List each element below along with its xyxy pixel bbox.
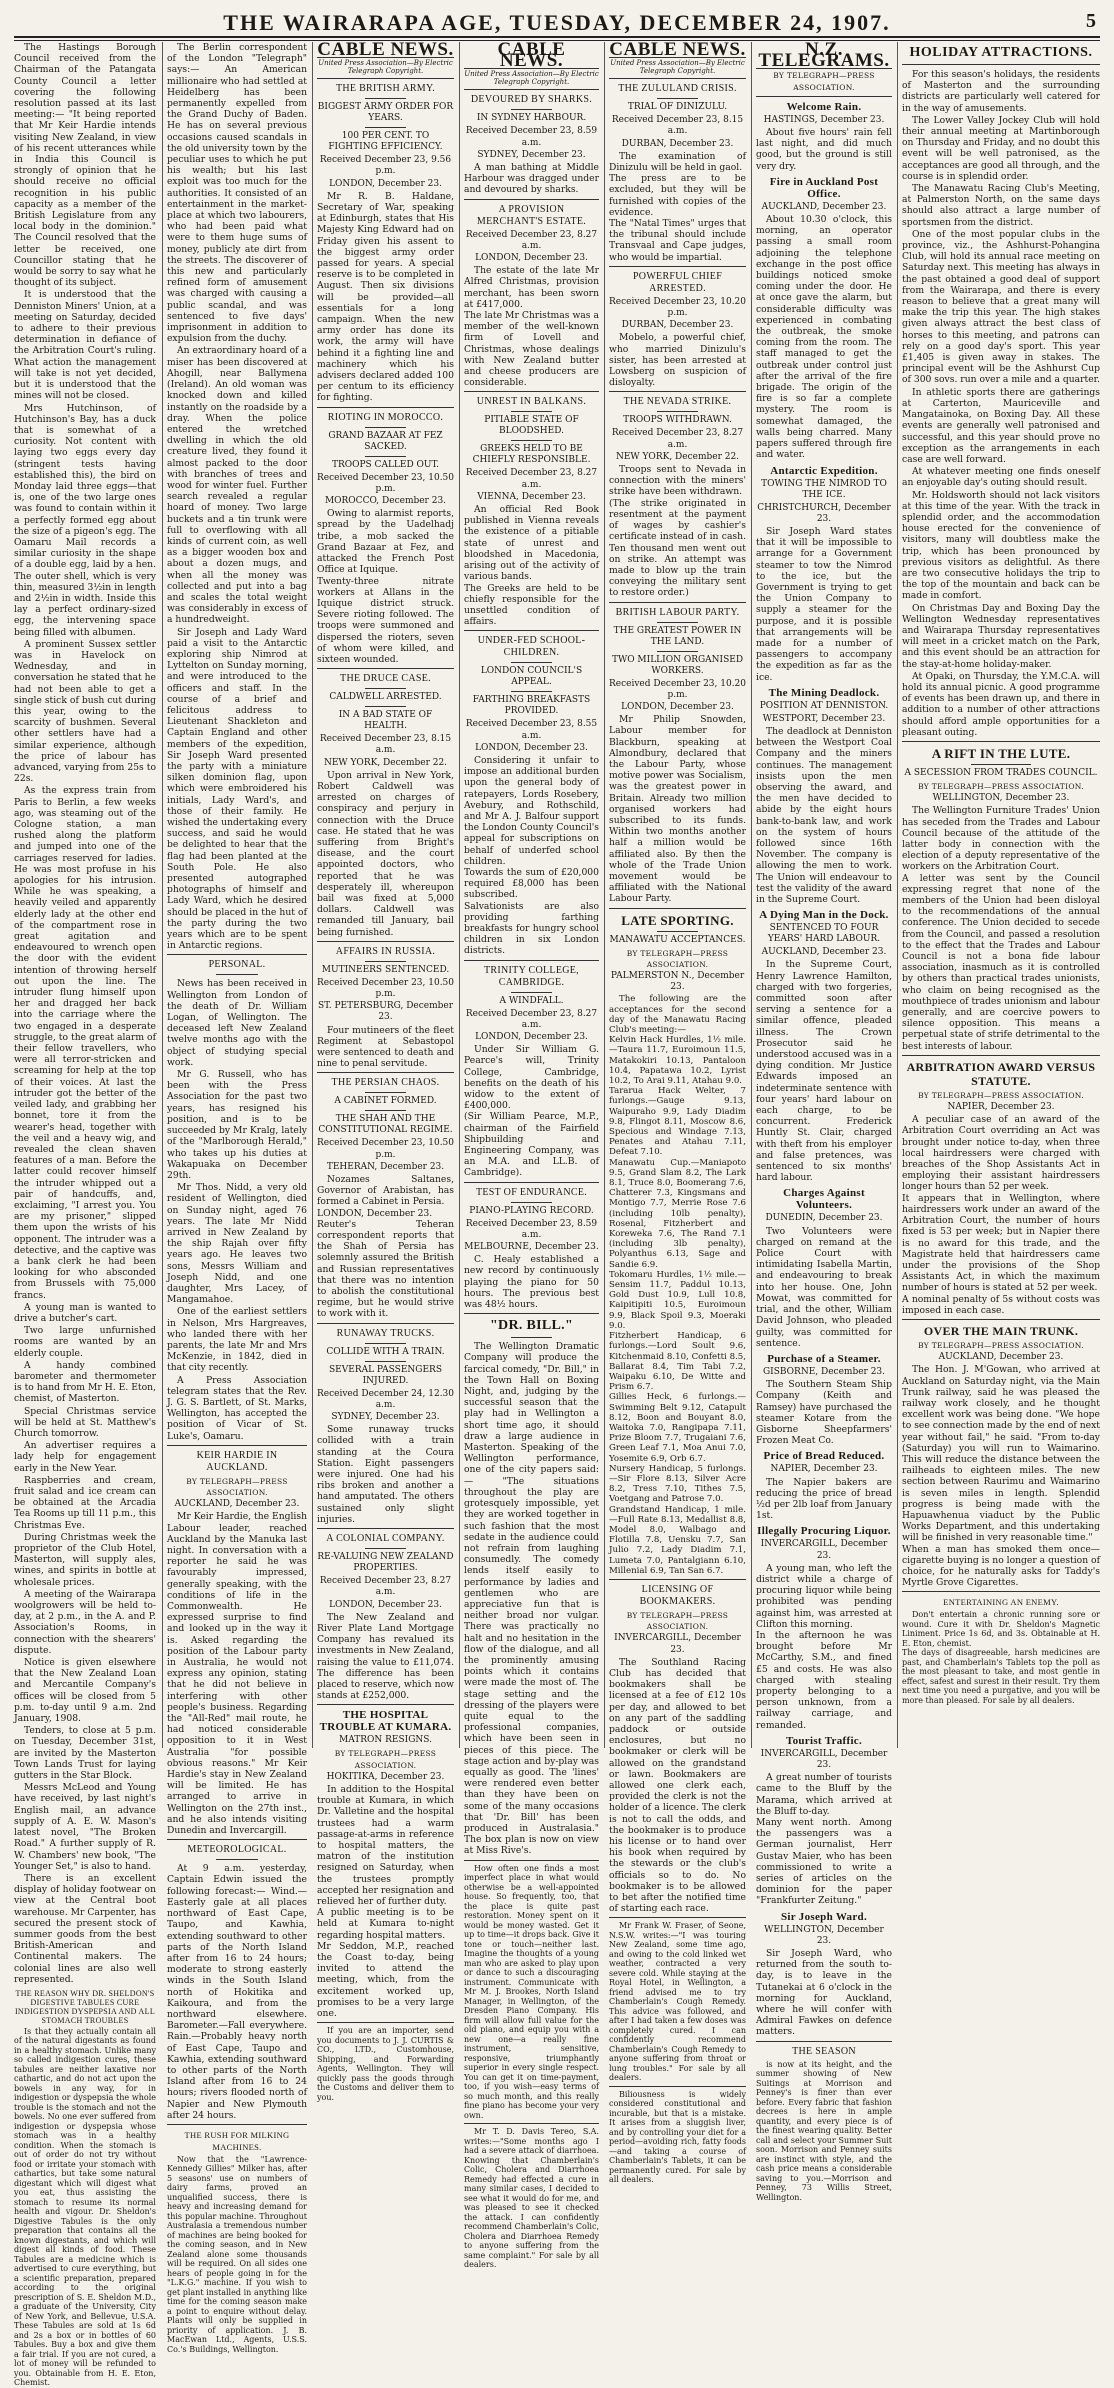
dateline: LONDON, December 23. [621,701,734,712]
dateline: WELLINGTON, December 23. [764,1924,884,1946]
received-line: Received December 23, 8.27 a.m. [611,428,744,450]
paragraph: An official Red Book published in Vienna reveals the existence of a pitiable state of unrest and bloodshed in Macedonia, arising out of the activity of various bands. The Greeks are held to be chiefly responsible for the unsettled condition of affairs. [464,504,599,628]
ad-body: is now at its height, and the summer showing of New Suitings at Morrison and Penney's is finer than ever before. Every fabric that fashion decrees is here in ample quantity, and every piece is of the finest wearing quality. Better call and select your Summer Suit soon. Morrison and Penney suits are instinct with style, and the cash price means a considerable saving to you.—Morrison and Penney, 73 Willis Street, Wellington. [756,2059,892,2202]
story-heading: ARBITRATION AWARD VERSUS STATUTE. [906,1059,1096,1088]
paragraph: Raspberries and cream, fruit salad and ice cream can be obtained at the Arcadia Tea Rooms up till 11 p.m., this Christmas Eve. [14,1474,156,1531]
paragraph: Notice is given elsewhere that the New Zealand Loan and Mercantile Company's offices will be closed from 5 p.m. to-day until 9 a.m. 2nd January, 1908. [14,1657,156,1725]
story-heading: LICENSING OF BOOKMAKERS. [639,1583,716,1607]
column-4 [464,39,599,2270]
paragraph: A man bathing at Middle Harbour was dragged under and devoured by sharks. [464,162,599,196]
story-heading: POWERFUL CHIEF ARRESTED. [632,270,723,294]
story-heading: Price of Bread Reduced. [763,1450,885,1463]
paragraph: Four mutineers of the fleet Regiment at Sebastopol were sentenced to death and nine to penal servitude. [317,1024,454,1070]
story-heading: UNDER-FED SCHOOL-CHILDREN. [477,635,586,659]
paragraph: Considering it unfair to impose an additional burden upon the general body of ratepayers, Lords Rosebery, Avebury, and Rothschild, and Mr A. J. Balfour support the London County Council's appeal for subscriptions on behalf of underfed school children. Towards the sum of £20,000 required £8,000 has been subscribed. Salvationists are also providing farthing breakfasts for hungry school children in six London districts. [464,754,599,957]
paragraph: A peculiar case of an award of the Arbitration Court overriding an Act was brought under notice to-day, when three local hairdressers were charged with breaches of the Shop Assistants Act in employing their assistant hairdressers longer hours than 52 per week. It appears that in Wellington, where hairdressers work under an award of the Arbitration Court, the number of hours fixed is 53 per week; but in Napier there is no award for this trade, and the Magistrate held that hairdressers came under the provisions of the Shop Assistants Act, in which the maximum number of hours is stated at 52 per week. A nominal penalty of 5s without costs was imposed in each case. [902,1114,1100,1316]
paragraph: Mr G. Russell, who has been with the Press Association for the past two years, has resigned his position, and is to be succeeded by Mr Kralg, lately of the "Marlborough Herald," who takes up his duties at Wakapuaka on December 29th. [167,1069,307,1181]
story-subheading: SEVERAL PASSENGERS INJURED. [329,1364,442,1386]
paragraph: Mr Philip Snowden, Labour member for Blackburn, speaking at Almondbury, declared that the Labour Party, whose motive power was Socialism, was the greatest power in Britain. Already two million organised workers had subscribed to its funds. Within two months another half a million would be affiliated also. By then the whole of the Trade Union movement would be affiliated with the National Labour Party. [609,714,746,905]
dateline: VIENNA, December 23. [477,491,586,502]
dateline: ST. PETERSBURG, December 23. [317,1001,454,1023]
dateline: DURBAN, December 23. [621,320,734,331]
story-subheading: MUTINEERS SENTENCED. [321,964,450,975]
holiday-heading: HOLIDAY ATTRACTIONS. [902,42,1100,65]
story-heading: Charges Against Volunteers. [783,1187,865,1212]
paragraph: About five hours' rain fell last night, and did much good, but the ground is still very dry. [756,127,892,172]
paragraph: C. Healy established a new record by continuously playing the piano for 50 hours. The previous best was 48½ hours. [464,1254,599,1311]
dateline: LONDON, December 23. [475,742,588,753]
paragraph: Nozames Saltanes, Governor of Arabistan, has formed a Cabinet in Persia. LONDON, December 23. Reuter's Teheran correspondent reports that the Shah of Persia has solemnly assured the British and Russian representatives that there was no intention to abolish the constitutional regime, but he would strive to work with it. [317,1174,454,1320]
section-heading: PERSONAL. [208,959,266,971]
masthead-title: THE WAIRARAPA AGE, TUESDAY, DECEMBER 24, 1907. [223,10,891,35]
paragraph: The deadlock at Denniston between the Westport Coal Company and the miners continues. The management insists upon the men observing the award, and the men have decided to abide by the eight hours bank-to-bank law, and work on the system of hours followed since 16th November. The company is allowing the men to work. The Union will endeavour to test the validity of the award in the Supreme Court. [756,725,892,905]
paragraph: Some runaway trucks collided with a train standing at the Coura Station. Eight passengers were injured. One had his ribs broken and another a hand amputated. The others sustained only slight injuries. [317,1424,454,1525]
story-subheading: POSITION AT DENNISTON. [759,700,889,711]
paragraph: For this season's holidays, the residents of Masterton and the surrounding districts are particularly well catered for in the way of amusements. [902,69,1100,114]
paragraph: One of the earliest settlers in Nelson, Mrs Hargreaves, who landed there with her parents, the late Mr and Mrs McKenzie, in 1842, died in that city recently. [167,1306,307,1374]
dateline: LONDON, December 23. [475,1031,588,1042]
story-subheading: THE SHAH AND THE CONSTITUTIONAL REGIME. [318,1114,453,1136]
story-subheading: CALDWELL ARRESTED. [329,692,442,703]
received-line: Received December 23, 8.55 a.m. [465,719,598,741]
story-subheading: 100 PER CENT. TO FIGHTING EFFICIENCY. [328,131,443,153]
story-subheading: LONDON COUNCIL'S APPEAL. [480,666,583,688]
received-line: Received December 23, 10.50 p.m. [317,1138,455,1160]
story-heading: A RIFT IN THE LUTE. [931,745,1071,761]
story-subheading: A WINDFALL. [499,995,564,1006]
story-subheading: MANAWATU ACCEPTANCES. [609,934,746,945]
paragraph: The Southland Racing Club has decided that bookmakers shall be licensed at a fee of £12 10s per day, and allowed to bet on any part of the saddling paddock or outside enclosures, but no bookmaker or clerk will be allowed on the grandstand or lawn. Bookmakers are allowed one clerk each, provided the clerk is not the holder of a licence. The clerk is not to call the odds, and the bookmaker is to produce his license or to hand over his book when required by the stewards or the club's officials so to do. No bookmaker is to be allowed to bet after the notified time of starting each race. [609,1656,746,1915]
paragraph: On Christmas Day and Boxing Day the Wellington Wednesday representatives and Wairarapa Thursday representatives will meet in a cricket match on the Park, and this event should be an attraction for the stay-at-home holiday-maker. [902,602,1100,670]
paragraph: The examination of Dinizulu will be held in gaol. The press are to be excluded, but they will be furnished with copies of the evidence. The "Natal Times" urges that the tribunal should include Transvaal and Cape judges, who would be impartial. [609,150,746,263]
story-heading: THE HOSPITAL TROUBLE AT KUMARA. [319,1709,452,1734]
received-line: Received December 23, 9.56 p.m. [319,155,452,177]
story-subheading: BIGGEST ARMY ORDER FOR YEARS. [317,102,454,124]
dateline: WESTPORT, December 23. [762,713,886,724]
story-subheading: IN A BAD STATE OF HEALTH. [338,710,433,732]
story-heading: RIOTING IN MOROCCO. [327,411,444,423]
dateline: PALMERSTON N., December 23. [610,970,745,993]
section-heading: METEOROLOGICAL. [187,1844,287,1856]
paragraph: The Lower Valley Jockey Club will hold their annual meeting at Martinborough on Thursday and Friday, and no doubt this event will be well patronised, as the acceptances are good all through, and the course is in splendid order. [902,114,1100,182]
dateline: AUCKLAND, December 23. [174,1499,300,1510]
story-subheading: A CABINET FORMED. [334,1096,437,1107]
story-subheading: FARTHING BREAKFASTS PROVIDED. [472,695,591,717]
ad-body: Mr Frank W. Fraser, of Seone, N.S.W. writes:—"I was touring New Zealand, some time ago, and owing to the cold linked wet weather, contracted a very severe cold. While staying at the Royal Hotel, in Wellington, a friend advised me to try Chamberlain's Cough Remedy. This advice was followed, and after I had taken a few doses was completely cured. I can confidently recommend Chamberlain's Cough Remedy to anyone suffering from throat or lung troubles." For sale by all dealers. [609,1921,746,2083]
story-subheading: PIANO-PLAYING RECORD. [469,1205,594,1216]
story-subheading: COLLIDE WITH A TRAIN. [326,1346,445,1357]
story-heading: "DR. BILL." [489,1318,574,1334]
dateline: NEW YORK, December 22. [615,451,740,462]
paragraph: At 9 a.m. yesterday, Captain Edwin issued the following forecast:— Wind.—Easterly gale at all places northward of East Cape, Taupo, and Kawhia, extending southward to other parts of the North Island after from 16 to 24 hours; moderate to strong easterly winds in the South Island north of Hokitika and Kaikoura, and from the northward elsewhere. Barometer.—Fall everywhere. Rain.—Probably heavy north of East Cape, Taupo and Kawhia, extending southward to other parts of the North Island after from 16 to 24 hours; rivers flooded north of Napier and New Plymouth after 24 hours. [167,1863,307,2121]
paragraph: The following are the acceptances for the second day of the Manawatu Racing Club's meeting:— Kelvin Hack Hurdles, 1½ mile.—Taura 11.7, Euroimoun 11.5, Matakokiri 10.13, Pantaloon 10.4, Papatawa 10.2, Lyrist 10.2, To Arai 9.11, Atahau 9.0. Tararua Hack Welter, 7 furlongs.—Gauge 9.13, Waipuraho 9.9, Lady Diadim 9.8, Flingot 8.11, Moscow 8.6, Specious and Windage 7.13, Penates and Atahau 7.11, Defeat 7.10. Manawatu Cup.—Maniapoto 9.5, Grand Slam 8.2, The Lark 8.1, Truce 8.0, Boomerang 7.6, Chatterer 7.3, Kingsmans and Montigo 7.7, Merrie Rose 7.6 (including 10lb penalty), Rosenal, Fitzherbert and Koreweka 7.6, The Rand 7.1 (including 3lb penalty), Polyanthus 6.13, Sage and Sandie 6.9. Tokomaru Hurdles, 1½ mile.—Sensim 11.7, Paddul 10.13, Gold Dust 10.9, Lull 10.8, Kaipitipiti 10.5, Euroimoun 9.9, Black Spoil 9.3, Moeraki 9.0. Fitzherbert Handicap, 6 furlongs.—Lord Soult 9.6, Kitchenmaid 8.10, Confetti 8.5, Ballarat 8.4, Tim Tabi 7.2, Waipaku 6.10, De Witte and Prism 6.7. Gillies Heck, 6 furlongs.—Swimming Belt 9.12, Catapult 8.12, Boon and Bouyant 8.0, Waitoka 7.0, Rangipapa 7.11, Prize Bloom 7.7, Trugaiani 7.6, Green Leaf 7.1, Moa Anui 7.0, Yosemite 6.9, Orb 6.7. Nursery Handicap, 5 furlongs.—Sir Flore 8.13, Silver Acre 8.2, Tress 7.10, Tithes 7.5, Voetgang and Patrose 7.0. Grandstand Handicap, 1 mile.—Full Rate 8.13, Medallist 8.8, Model 8.0, Walbago and Flotilla 7.8, Uensku 7.7, San Julio 7.2, Lady Diadim 7.1, Lumeta 7.0, Pantalgiann 6.10, Millenial 6.9, Tan San 6.7. [609,994,746,1576]
story-heading: Fire in Auckland Post Office. [769,175,879,200]
column-1 [14,42,156,2388]
dateline: INVERCARGILL, December 23. [760,1539,888,1561]
story-heading: Welcome Rain. [786,100,862,113]
story-heading: Illegally Procuring Liquor. [757,1525,891,1538]
dateline: MELBOURNE, December 23. [464,1242,599,1253]
dateline: TEHERAN, December 23. [326,1161,445,1172]
ad-body: Mr T. D. Davis Tereo, S.A. writes:—"Some months ago I had a severe attack of diarrhoea. Knowing that Chamberlain's Colic, Cholera and Diarrhoea Remedy had effected a cure in many similar cases, I decided to see what it would do for me, and was pleased to see it checked the attack. I can confidently recommend Chamberlain's Colic, Cholera and Diarrhoea Remedy to anyone suffering from the same complaint." For sale by all dealers. [464,2127,599,2270]
story-subheading: TRIAL OF DINIZULU. [627,102,728,113]
credit-line: BY TELEGRAPH—PRESS ASSOCIATION. [773,71,875,92]
paragraph: Tenders, to close at 5 p.m. on Tuesday, December 31st, are invited by the Masterton Town Lands Trust for laying gutters in the Star Block. [14,1725,156,1782]
story-heading: THE PERSIAN CHAOS. [331,1077,440,1089]
page-number: 5 [1086,10,1096,32]
paragraph: A great number of tourists came to the Bluff by the Marama, which arrived at the Bluff to-day. Many went north. Among the passengers was a German journalist, Herr Gustav Maier, who has been commissioned to write a series of articles on the dominion for the paper "Frankfurter Zeitung." [756,1772,892,1907]
cable-news-heading: CABLE NEWS. [317,39,454,60]
paragraph: The Hon. J. M'Gowan, who arrived at Auckland on Saturday night, via the Main Trunk railway, said he was pleased the railway work closely, and he thought excellent work was being done. "We hope to see connection made by the end of next year without fail," he said. "From to-day (Saturday) you will run to Waimarino. This will reduce the distance between the railheads to eighteen miles. The new section between Raurimu and Waimarino is seven miles in length. Splendid progress is being made with the Hapuawhenua viaduct by the Public Works Department, and this undertaking will be finished in very reasonable time." When a man has smoked them once—cigarette buying is no longer a question of choice, for he naturally asks for Taddy's Myrtle Grove Cigarettes. [902,1364,1100,1589]
dateline: AUCKLAND, December 23. [761,947,887,958]
credit-line: BY TELEGRAPH—PRESS ASSOCIATION. [334,1749,437,1770]
paragraph: In the Supreme Court, Henry Lawrence Hamilton, charged with two forgeries, committed soon after serving a sentence for a similar offence, pleaded illness. The Crown Prosecutor said he understood accused was in a dying condition. Mr Justice Edwards imposed an indeterminate sentence with four years' hard labour on each charge, to be concurrent. Frederick Huntly St. Clair, charged with theft from his employer and false pretences, was sentenced to six months' hard labour. [756,959,892,1184]
paragraph: At Opaki, on Thursday, the Y.M.C.A. will hold its annual picnic. A good programme of events has been drawn up, and there in addition to a number of other attractions should afford ample opportunities for a pleasant outing. [902,670,1100,738]
column-3 [317,39,455,2102]
paragraph: At whatever meeting one finds oneself an enjoyable day's outing should result. [902,466,1100,489]
ad-body: If you are an importer, send you documents to J. J. CURTIS & CO., LTD., Customhouse, Shipping, and Forwarding Agents, Wellington. They will quickly pass the goods through the Customs and deliver them to you. [317,2026,454,2102]
paragraph: As the express train from Paris to Berlin, a few weeks ago, was steaming out of the Cologne station, a man rushed along the platform and jumped into one of the carriages reserved for ladies. He was most profuse in his apologies for his intrusion. While he was speaking, a heavily veiled and apparently elderly lady at the other end of the compartment rose in great agitation and endeavoured to wrench open the door with the evident intention of throwing herself out upon the line. The intruder flung himself upon her and dragged her back into the carriage where the two engaged in a desperate struggle, to the great alarm of their fellow travellers, who were all terror-stricken and screaming for help at the top of their voices. At last the intruder got the better of the veiled lady, and grabbing her bonnet, tore it from the wearer's head, together with the veil and a heavy wig, and revealed the clean shaven features of a man. Before the latter could recover himself the intruder whipped out a pair of handcuffs, and, exclaiming, "I arrest you. You are my prisoner," slipped them upon the wrists of his opponent. The intruder was a detective, and the captive was a bank clerk he had been looking for who absconded from Brussels with 75,000 francs. [14,785,156,1301]
story-heading: LATE SPORTING. [621,912,734,928]
dateline: DURBAN, December 23. [621,138,734,149]
story-heading: Purchase of a Steamer. [767,1352,881,1365]
story-heading: The Mining Deadlock. [768,686,880,699]
paragraph: The Berlin correspondent of the London "Telegraph" says:— An American millionaire who had settled at Heidelberg has been permanently expelled from the Grand Duchy of Baden. He has on several previous occasions caused scandals in the old university town by the peculiar uses to which he put his wealth; but his last exploit was too much for the authorities. It consisted of an entertainment in the market-place at which two labourers, who had been paid what were to them huge sums of money, publicly ate dirt from the streets. The discoverer of this new and particularly refined form of amusement was charged with causing a public scandal, and was sentenced to five days' imprisonment in addition to expulsion from the duchy. [167,42,307,345]
paragraph: Mr Keir Hardie, the English Labour leader, reached Auckland by the Manuka last night. In conversation with a reporter he said he was favourably impressed, generally speaking, with the conditions of life in the Commonwealth. He expressed surprise to find and looked up in the way it is. Asked regarding the position of the Labour party in Australia, he would not express any opinion, stating that he did not believe in interfering with other people's business. Regarding the "All-Red" mail route, he had noticed considerable opposition to it in West Australia "for possible obvious reasons." Mr Keir Hardie's stay in New Zealand will be limited. He has arranged to arrive in Wellington on the 27th inst., and he also intends visiting Dunedin and Invercargill. [167,1511,307,1837]
story-subheading: RE-VALUING NEW ZEALAND PROPERTIES. [317,1552,454,1574]
story-heading: THE NEVADA STRIKE. [623,396,732,408]
story-heading: RUNAWAY TRUCKS. [336,1327,435,1339]
credit-line: BY TELEGRAPH—PRESS ASSOCIATION. [626,1610,729,1632]
paragraph: In athletic sports there are gatherings at Carterton, Mauriceville and Mangatainoka, on Boxing Day. All these events are generally well patronised and successful, and this year should prove no exception as the arrangements in each case are well forward. [902,386,1100,465]
story-heading: A Dying Man in the Dock. [759,909,889,922]
story-heading: A COLONIAL COMPANY. [326,1533,445,1545]
story-heading: THE ZULULAND CRISIS. [618,83,737,95]
received-line: Received December 23, 8.15 a.m. [319,734,452,756]
cable-news-heading: CABLE NEWS. [464,42,599,69]
section-heading: KEIR HARDIE IN AUCKLAND. [196,1449,278,1473]
dateline: CHRISTCHURCH, December 23. [757,502,891,524]
ad-body: How often one finds a most imperfect place in what would otherwise be a well-appointed house. So frequently, too, that the place is quite past restoration. Money spent on it would be money wasted. Get it up to time—it drops back. Give it tone or touch—neither last. Imagine the thoughts of a young man who are asked to play upon or dance to such a discouraging instrument. Communicate with Mr M. J. Brookes, North Island Manager, in Wellington, of the Dresden Piano Company. His firm will allow full value for the old piano, and equip you with a new one—a really fine instrument, sensitive, responsive, triumphantly superior in every single respect. You can get it on time-payment, too, if you wish—easy terms of so much month, and this really fine piano has become your very own. [464,1863,599,2120]
paragraph: Upon arrival in New York, Robert Caldwell was arrested on charges of conspiracy and perjury in connection with the Druce case. He stated that he was suffering from Bright's disease, and the court appointed doctors, who reported that he was desperately ill, whereupon bail was fixed at 5,000 dollars. Caldwell was remanded till January, bail being furnished. [317,769,454,938]
dateline: DUNEDIN, December 23. [765,1213,883,1224]
dateline: SYDNEY, December 23. [477,149,586,160]
ad-heading: THE RUSH FOR MILKING MACHINES. [184,2129,290,2152]
story-subheading: IN SYDNEY HARBOUR. [476,113,587,124]
paragraph: The New Zealand and River Plate Land Mortgage Company has revalued its investments in New Zealand, raising the value to £11,074. The difference has been placed to reserve, which now stands at £252,000. [317,1611,454,1702]
dateline: GISBORNE, December 23. [762,1366,886,1377]
dateline: LONDON, December 23. [329,178,442,189]
story-heading: Antarctic Expedition. [770,464,878,477]
received-line: Received December 23, 8.27 a.m. [465,1008,598,1030]
cable-news-heading: CABLE NEWS. [609,39,746,60]
credit-line: BY TELEGRAPH—PRESS ASSOCIATION. [186,1476,288,1497]
story-heading: UNREST IN BALKANS. [476,396,587,408]
ad-body: Now that the "Lawrence-Kennedy Gillies" Milker has, after 5 seasons' use on numbers of dairy farms, proved an unqualified success, there is heavy and increasing demand for this popular machine. Throughout Australasia a tremendous number of machines are being booked for the coming season, and in New Zealand alone some thousands will be required. On all sides one hears of people going in for the "L.K.G." machine. If you wish to get plant installed in anything like time for the coming season make a point to enquire without delay. Plants will only be supplied in priority of application. J. B. MacEwan Ltd., Agents, U.S.S. Co.'s Buildings, Wellington. [167,2154,307,2354]
paragraph: Owing to alarmist reports, spread by the Uadelhadj tribe, a mob sacked the Grand Bazaar at Fez, and attacked the French Post Office at Iquique. Twenty-three nitrate workers at Allans in the Iquique district struck. Severe rioting followed. The troops were summoned and dispersed the rioters, seven of whom were killed, and sixteen wounded. [317,508,454,665]
story-heading: Sir Joseph Ward. [781,1910,867,1923]
paragraph: During Christmas week the proprietor of the Club Hotel, Masterton, will supply ales, wines, and spirits in bottle at wholesale prices. [14,1531,156,1588]
paragraph: There is an excellent display of holiday footwear on view at the Central boot warehouse. Mr Carpenter, has secured the present stock of summer goods from the best British-American and Continental makers. The colonial lines are also well represented. [14,1872,156,1985]
paragraph: Mrs Hutchinson, of Hutchinson's Bay, has a duck that is somewhat of a curiosity. Not content with laying two eggs every day (stringent tests having established this), the bird on Monday laid three eggs—that is, one of the two large ones was found to contain within it a perfectly formed egg about the size of a pigeon's egg. The Oamaru Mail records a similar curiosity in the shape of a double egg, laid by a hen. The outer shell, which is very thin, measured 3½in in length and 2½in in width. Inside this lay a perfect ordinary-sized egg, the intervening space being filled with albumen. [14,402,156,638]
nz-telegrams-heading: N.Z. TELEGRAMS. [756,42,892,69]
dateline: NEW YORK, December 22. [323,757,448,768]
story-subheading: TOWING THE NIMROD TO THE ICE. [761,478,887,500]
dateline: AUCKLAND, December 23. [761,201,887,212]
paragraph: A meeting of the Wairarapa woolgrowers will be held to-day, at 2 p.m., in the A. and P. Association's Rooms, in connection with the shearers' dispute. [14,1588,156,1656]
dateline: NAPIER, December 23. [770,1464,878,1475]
credit-line: BY TELEGRAPH—PRESS ASSOCIATION. [626,948,729,969]
story-subheading: GREEKS HELD TO BE CHIEFLY RESPONSIBLE. [472,444,591,466]
paragraph: The Southern Steam Ship Company (Keith and Ramsey) have purchased the steamer Kotare from the Gisborne Sheepfarmers' Frozen Meat Co. [756,1379,892,1447]
dateline: HOKITIKA, December 23. [326,1771,445,1782]
received-line: Received December 23, 8.27 a.m. [465,468,598,490]
paragraph: Sir Joseph Ward states that it will be impossible to arrange for a Government steamer to tow the Nimrod to the ice, but the Government is trying to get the Union Company to supply a steamer for the purpose, and it is possible that arrangements will be made for a number of passengers to accompany the expedition as far as the ice. [756,525,892,683]
credit-line: United Press Association—By Electric Telegraph Copyright. [464,70,599,87]
paragraph: Under Sir William G. Pearce's will, Trinity College, Cambridge, benefits on the death of his widow to the extent of £400,000. (Sir William Pearce, M.P., chairman of the Fairfield Shipbuilding and Engineering Company, was an M.A. and LL.B. of Cambridge). [464,1044,599,1179]
paragraph: Sir Joseph Ward, who returned from the south to-day, is to leave in the Tutanekai at 6 o'clock in the morning for Auckland, where he will confer with Admiral Fawkes on defence matters. [756,1948,892,2038]
paragraph: A prominent Sussex settler was in Havelock on Wednesday, and in conversation he stated that he had not been able to get a single stick of bush cut during this year, owing to the scarcity of bushmen. Several other settlers have had a similar experience, although the price of labour has advanced, varying from 25s to 22s. [14,638,156,785]
paragraph: The Hastings Borough Council received from the Chairman of the Patangata County Council a letter covering the following resolution passed at its last meeting:— "It being reported that Mr Keir Hardie intends visiting New Zealand, in view of his recent utterances while in India this Council is strongly of opinion that he should receive no official recognition in his public capacity as a member of the British Legislature from any local body in the dominion." The Council resolved that the letter be received, one Councillor stating that he would be sorry to say what he thought of its subject. [14,42,156,289]
received-line: Received December 23, 10.50 p.m. [317,472,455,494]
paragraph: Two large unfurnished rooms are wanted by an elderly couple. [14,1325,156,1359]
paragraph: Mr R. B. Haldane, Secretary of War, speaking at Edinburgh, states that His Majesty King Edward had on Friday given his assent to the biggest army order passed for years. A special reserve is to be completed in August. Then six divisions will be provided—all essentials for a long campaign. When the new army order has done its work, the army will have behind it a fighting line and machinery which his advisers declared added 100 per centum to its efficiency for fighting. [317,190,454,404]
paragraph: An advertiser requires a lady help for engagement early in the New Year. [14,1440,156,1474]
story-subheading: PITIABLE STATE OF BLOODSHED. [484,415,579,437]
received-line: Received December 23, 8.59 a.m. [465,126,598,148]
story-subheading: SENTENCED TO FOUR YEARS' HARD LABOUR. [767,923,881,945]
dateline: LONDON, December 23. [329,1599,442,1610]
paragraph: Mr. Holdsworth should not lack visitors at this time of the year. With the track in splendid order, and the accommodation house erected for the convenience of visitors, many will doubtless make the trip, which has been pronounced by previous visitors as delightful. As there are two consecutive holidays the trip to the top of the mountain and back can be made in comfort. [902,489,1100,602]
paragraph: Two Volunteers were charged on remand at the Police Court with intimidating Isabella Martin, and endeavouring to break into her house. One, John Mowat, was committed for trial, and the other, William David Johnson, who pleaded guilty, was committed for sentence. [756,1225,892,1349]
credit-line: BY TELEGRAPH—PRESS ASSOCIATION. [918,1090,1084,1100]
paragraph: One of the most popular clubs in the province, viz., the Ashhurst-Pohangina Club, will hold its annual race meeting on Saturday next. This meeting has always in the past obtained a good deal of support from the Wairarapa, and there is every reason to believe that a great many will make the trip this year. The high stakes given always attract the best class of horses to this meeting, and patrons can rely on a good day's sport. This year £1,405 is given away in stakes. The principal event will be the Ashhurst Cup of 300 sovs. run over a mile and a quarter. [902,228,1100,386]
masthead [14,6,1100,38]
dateline: INVERCARGILL, December 23. [614,1633,741,1655]
dateline: INVERCARGILL, December 23. [760,1748,888,1770]
story-heading: AFFAIRS IN RUSSIA. [335,945,436,957]
story-heading: Tourist Traffic. [785,1734,863,1747]
received-line: Received December 23, 10.20 p.m. [609,678,747,700]
ad-heading: THE REASON WHY DR. SHELDON'S DIGESTIVE TABULES CURE INDIGESTION DYSPEPSIA AND ALL STOMACH TROUBLES [14,1988,156,2025]
paragraph: An extraordinary hoard of a miser has been discovered at Ahogill, near Ballymena (Ireland). An old woman was knocked down and killed instantly on the roadside by a dray. When the police entered the wretched dwelling in which the old creature lived, they found it almost packed to the door with branches of trees and wood for winter fuel. Further search revealed a regular hoard of money. Two large buckets and a tin trunk were full to overflowing with all kinds of current coin, as well as a bigger wooden box and about a dozen mugs, and when all the money was collected and put into a bag and scales the total weight was considerably in excess of a hundredweight. [167,345,307,626]
story-heading: BRITISH LABOUR PARTY. [615,606,740,618]
ad-heading: THE SEASON [792,2045,856,2057]
story-subheading: TWO MILLION ORGANISED WORKERS. [611,654,744,676]
story-heading: TRINITY COLLEGE, CAMBRIDGE. [484,964,579,988]
story-heading: THE BRITISH ARMY. [335,83,436,95]
story-heading: TEST OF ENDURANCE. [475,1186,588,1198]
paragraph: A young man, who left the district while a charge of procuring liquor while being prohibited was pending against him, was arrested at Clifton this morning. In the afternoon he was brought before Mr McCarthy, S.M., and fined £5 and costs. He was also charged with stealing property belonging to a person unknown, from a railway carriage, and remanded. [756,1562,892,1731]
paragraph: News has been received in Wellington from London of the death of Dr. William Logan, of Wellington. The deceased left New Zealand twelve months ago with the object of studying special work. [167,978,307,1068]
dateline: HASTINGS, December 23. [763,114,885,125]
story-heading: OVER THE MAIN TRUNK. [923,1323,1079,1338]
credit-line: BY TELEGRAPH—PRESS ASSOCIATION. [918,1340,1084,1350]
paragraph: It is understood that the Denniston Miners' Union, at a meeting on Saturday, decided to adhere to their previous determination in defiance of the Arbitration Court's ruling. What action the management will take is not yet decided, but it is understood that the mines will not be closed. [14,289,156,402]
columns [14,39,1100,2388]
story-heading: THE DRUCE CASE. [340,673,431,685]
paragraph: The Manawatu Racing Club's Meeting, at Palmerston North, on the same days should also attract a large number of sportsmen from the district. [902,183,1100,228]
dateline: MOROCCO, December 23. [324,496,447,507]
dateline: LONDON, December 23. [475,253,588,264]
paragraph: A young man is wanted to drive a butcher's cart. [14,1301,156,1324]
paragraph: The Napier bakers are reducing the price of bread ½d per 2lb loaf from January 1st. [756,1476,892,1522]
paragraph: Messrs McLeod and Young have received, by last night's English mail, an advance supply of A. E. W. Mason's latest novel, "The Broken Road." A further supply of R. W. Chambers' new book, "The Younger Set," is also to hand. [14,1782,156,1872]
ad-body: Biliousness is widely considered constitutional and incurable, but that is a mistake. It arises from a sluggish liver, and by controlling your diet for a period—avoiding rich, fatty foods—and taking a course of Chamberlain's Tablets, it can be permanently cured. For sale by all dealers. [609,2089,746,2185]
story-subheading: MATRON RESIGNS. [339,1735,432,1746]
paragraph: In addition to the Hospital trouble at Kumara, in which Dr. Valletine and the hospital trustees had a warm passage-at-arms in reference to hospital matters, the matron of the institution resigned on Saturday, when the trustees promptly accepted her resignation and relieved her of further duty. A public meeting is to be held at Kumara to-night regarding hospital matters. Mr Seddon, M.P., reached the Coast to-day, being invited to attend the meeting, which, from the excitement worked up, promises to be a very large one. [317,1783,454,2019]
column-7 [902,42,1100,1748]
ad-heading: ENTERTAINING AN ENEMY. [943,1597,1059,1608]
received-line: Received December 23, 8.59 a.m. [465,1218,598,1240]
paragraph: Mr Thos. Nidd, a very old resident of Wellington, died on Sunday night, aged 76 years. The late Mr Nidd arrived in New Zealand by the ship Rajah over fifty years ago. He leaves two sons, Messrs William and Joseph Nidd, and one daughter, Mrs Lacey, of Mangamahoe. [167,1182,307,1306]
received-line: Received December 23, 10.20 p.m. [609,296,747,319]
paragraph: Sir Joseph and Lady Ward paid a visit to the Antarctic exploring ship Nimrod at Lyttelton on Sunday morning, and were introduced to the officers and staff. In the course of a brief and felicitous address to Lieutenant Shackleton and Captain England and other members of the expedition, Sir Joseph Ward presented the party with a miniature silken dominion flag, upon which were embroidered his initials, Lady Ward's, and those of their family. He wished the undertaking every success, and said he would be delighted to hear that the flag had been planted at the South Pole. He also presented autographed photographs of himself and Lady Ward, which he desired should be placed in the hut of the party during the two years which are to be spent in Antarctic regions. [167,626,307,952]
dateline: AUCKLAND, December 23. [938,1352,1064,1363]
paragraph: A Press Association telegram states that the Rev. J. G. S. Bartlett, of St. Marks, Wellington, has accepted the position of Vicar of St. Luke's, Oamaru. [167,1374,307,1442]
paragraph: The estate of the late Mr Alfred Christmas, provision merchant, has been sworn at £417,000. The late Mr Christmas was a member of the well-known firm of Lovell and Christmas, whose dealings with New Zealand butter and cheese producers are considerable. [464,265,599,389]
received-line: Received December 23, 10.50 p.m. [317,977,455,999]
dateline: NAPIER, December 23. [947,1102,1055,1113]
story-subheading: GRAND BAZAAR AT FEZ SACKED. [328,430,443,452]
story-subheading: THE GREATEST POWER IN THE LAND. [613,625,742,647]
paragraph: Troops sent to Nevada in connection with the miners' strike have been withdrawn. (The strike originated in resentment at the payment of wages by cashier's certificate instead of in cash. Ten thousand men went out on strike. An attempt was made to blow up the train conveying the military sent to restore order.) [609,464,746,599]
ad-body: Don't entertain a chronic running sore or wound. Cure it with Dr. Sheldon's Magnetic Liniment. Price 1s 6d, and 3s. Obtainable at H. E. Eton, chemist. The days of disagreeable, harsh medicines are past, and Chamberlain's Tablets top the poll as the most pleasant to take, and most gentle in effect, safest and surest in their result. Try them next time you need a purgative, and you will be more than pleased. For sale by all dealers. [902,1610,1100,1705]
column-6 [756,39,892,2202]
received-line: Received December 24, 12.30 a.m. [317,1388,455,1410]
credit-line: United Press Association—By Electric Telegraph Copyright. [610,59,745,76]
column-2 [167,42,307,2354]
credit-line: BY TELEGRAPH—PRESS ASSOCIATION. [918,781,1084,791]
ad-body: Is that they actually contain all of the natural digestants as found in a healthy stomach. Unlike many so called indigestion cures, these tabules are neither laxative nor cathartic, and do not act upon the bowels in any way, for in indigestion or dyspepsia the whole trouble is the stomach and not the bowels. No one ever suffered from indigestion or dyspepsia whose stomach was in a healthy condition. When the stomach is out of order do not try without food or irritate your stomach with cathartics, but take some natural digestant which will digest what you eat, thus assisting the stomach to resume its normal health and vigour. Dr. Sheldon's Digestive Tabules is the only preparation that contains all the known digestants, and which will digest all kinds of food. These Tabules are a medicine which is advertised to cure everything, but a scientific preparation, prepared according to the original prescription of S. E. Sheldon M.D., a graduate of the University, City of New York, and Bellevue, U.S.A. These Tabules are sold at 1s 6d and 2s a box or in bottles of 60 Tabules. Buy a box and give them a fair trial. If you are not cured, a lot of money will be refunded to you. Obtainable from H. E. Eton, Chemist. [14,2026,156,2388]
received-line: Received December 23, 8.27 a.m. [319,1576,452,1598]
paragraph: The Wellington Dramatic Company will produce the farcical comedy, "Dr. Bill," in the Town Hall on Boxing Night, and, judging by the successful season that the play had in Wellington a short time ago, it should draw a large audience in Masterton. Speaking of the Wellington performance, one of the city papers said:— "The situations throughout the play are grotesquely impossible, yet they are worked together in such fashion that the most sedate in the audience could not refrain from laughing consumedly. The comedy lends itself easily to performance by ladies and gentlemen who are appreciative fun that is neither broad nor vulgar. There was practically no halt and no hesitation in the flow of the dialogue, and all the prominently amusing points which it contains were made the most of. The stage setting and the dressing of the players were quite equal to the professional companies, which have been seen in pieces of this piece. The stage action and by-play was equally as good. The 'lines' were rendered even better than they have been on some of the many occasions that 'Dr. Bill' has been produced in Australasia." The box plan is now on view at Miss Rive's. [464,1341,599,1857]
paragraph: A handy combined barometer and thermometer is to hand from Mr H. E. Eton, chemist, of Masterton. [14,1359,156,1405]
story-subheading: A SECESSION FROM TRADES COUNCIL. [904,767,1098,778]
paragraph: Mobelo, a powerful chief, who married Dinizulu's sister, has been arrested at Lowsberg on suspicion of disloyalty. [609,332,746,389]
story-subheading: TROOPS CALLED OUT. [331,459,440,470]
column-5 [609,39,747,2185]
credit-line: United Press Association—By Electric Telegraph Copyright. [318,59,453,76]
story-heading: A PROVISION MERCHANT'S ESTATE. [476,203,587,227]
dateline: WELLINGTON, December 23. [932,793,1070,804]
received-line: Received December 23, 8.15 a.m. [611,115,744,137]
dateline: SYDNEY, December 23. [331,1412,440,1423]
story-heading: DEVOURED BY SHARKS. [470,94,593,106]
paragraph: Special Christmas service will be held at St. Matthew's Church tomorrow. [14,1405,156,1439]
paragraph: About 10.30 o'clock, this morning, an operator passing a small room adjoining the telephone exchange in the post office buildings noticed smoke coming under the door. He at once gave the alarm, but considerable difficulty was experienced in combating the outbreak, the smoke coming from the room. The staff managed to get the outbreak under control just after the arrival of the fire brigade. The origin of the fire is so far a complete mystery. The room is somewhat damaged, the walls being charred. Many papers suffered through fire and water. [756,214,892,461]
received-line: Received December 23, 8.27 a.m. [465,229,598,251]
story-subheading: TROOPS WITHDRAWN. [623,415,732,426]
paragraph: The Wellington Furniture Trades' Union has seceded from the Trades and Labour Council because of the attitude of the latter body in connection with the election of a deputy representative of the workers on the Arbitration Court. A letter was sent by the Council expressing regret that none of the members of the Union had been disloyal to the recommendations of the annual conference. The Union decided to secede from the Council, and passed a resolution to the effect that the Trades and Labour Council is not a bona fide labour association, inasmuch as it is controlled by others than practical trades unionists, who claim on being recognised as the mouthpiece of trades unionism and labour generally, and are coercive powers to silence opposition. This means a perpetual state of strife detrimental to the best interests of labour. [902,805,1100,1052]
